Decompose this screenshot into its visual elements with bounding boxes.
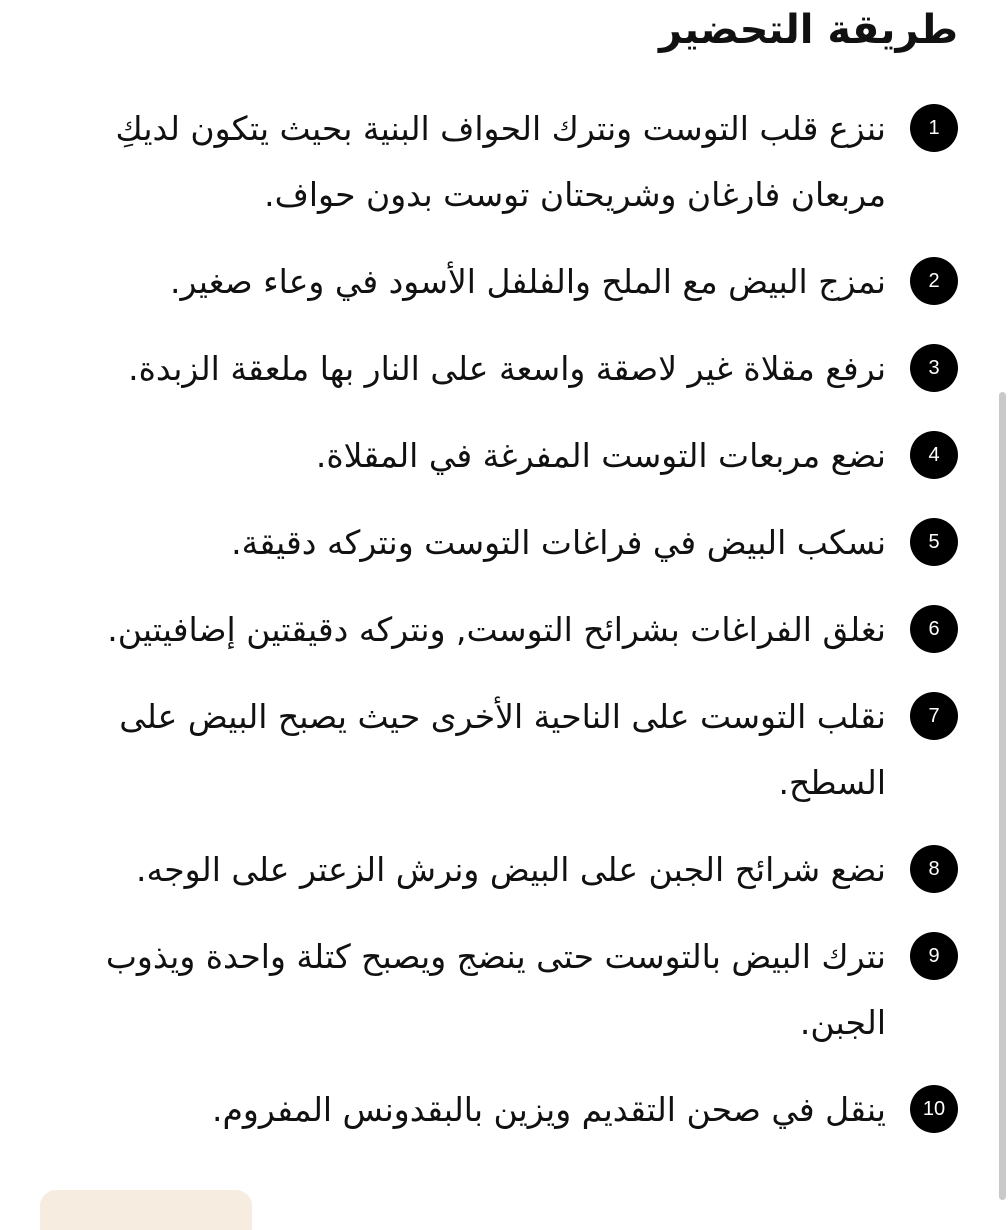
page-title: طريقة التحضير bbox=[658, 7, 958, 53]
step-item bbox=[80, 1077, 958, 1143]
step-number-badge: 9 bbox=[910, 932, 958, 980]
step-text: نسكب البيض في فراغات التوست ونتركه دقيقة. bbox=[231, 523, 886, 562]
step-text: نضع مربعات التوست المفرغة في المقلاة. bbox=[315, 436, 886, 475]
step-item bbox=[80, 423, 958, 489]
step-number-badge: 10 bbox=[910, 1085, 958, 1133]
step-number-badge: 8 bbox=[910, 845, 958, 893]
steps-list bbox=[80, 96, 958, 1164]
step-text: نمزج البيض مع الملح والفلفل الأسود في وعاء صغير. bbox=[170, 262, 886, 301]
step-item bbox=[80, 510, 958, 576]
step-text: ينقل في صحن التقديم ويزين بالبقدونس المفروم. bbox=[212, 1090, 886, 1129]
step-number-badge: 1 bbox=[910, 104, 958, 152]
step-text: نرفع مقلاة غير لاصقة واسعة على النار بها ملعقة الزبدة. bbox=[128, 349, 886, 388]
step-number-badge: 5 bbox=[910, 518, 958, 566]
step-item bbox=[80, 837, 958, 903]
step-text: ننزع قلب التوست ونترك الحواف البنية بحيث يتكون لديكِ مربعان فارغان وشريحتان توست بدون حواف. bbox=[115, 109, 886, 214]
scrollbar-thumb[interactable] bbox=[999, 392, 1006, 1200]
step-number-badge: 4 bbox=[910, 431, 958, 479]
step-item bbox=[80, 249, 958, 315]
step-number-badge: 2 bbox=[910, 257, 958, 305]
scrollbar[interactable] bbox=[996, 392, 1006, 1200]
step-item bbox=[80, 924, 958, 1056]
step-text: نقلب التوست على الناحية الأخرى حيث يصبح البيض على السطح. bbox=[119, 697, 886, 802]
step-number-badge: 7 bbox=[910, 692, 958, 740]
step-item bbox=[80, 336, 958, 402]
step-text: نضع شرائح الجبن على البيض ونرش الزعتر على الوجه. bbox=[136, 850, 886, 889]
step-text: نترك البيض بالتوست حتى ينضج ويصبح كتلة واحدة ويذوب الجبن. bbox=[105, 937, 886, 1042]
step-item bbox=[80, 684, 958, 816]
step-number-badge: 3 bbox=[910, 344, 958, 392]
step-number-badge: 6 bbox=[910, 605, 958, 653]
step-text: نغلق الفراغات بشرائح التوست, ونتركه دقيقتين إضافيتين. bbox=[107, 610, 886, 649]
step-item bbox=[80, 597, 958, 663]
step-item bbox=[80, 96, 958, 228]
bottom-tab[interactable] bbox=[40, 1190, 252, 1230]
